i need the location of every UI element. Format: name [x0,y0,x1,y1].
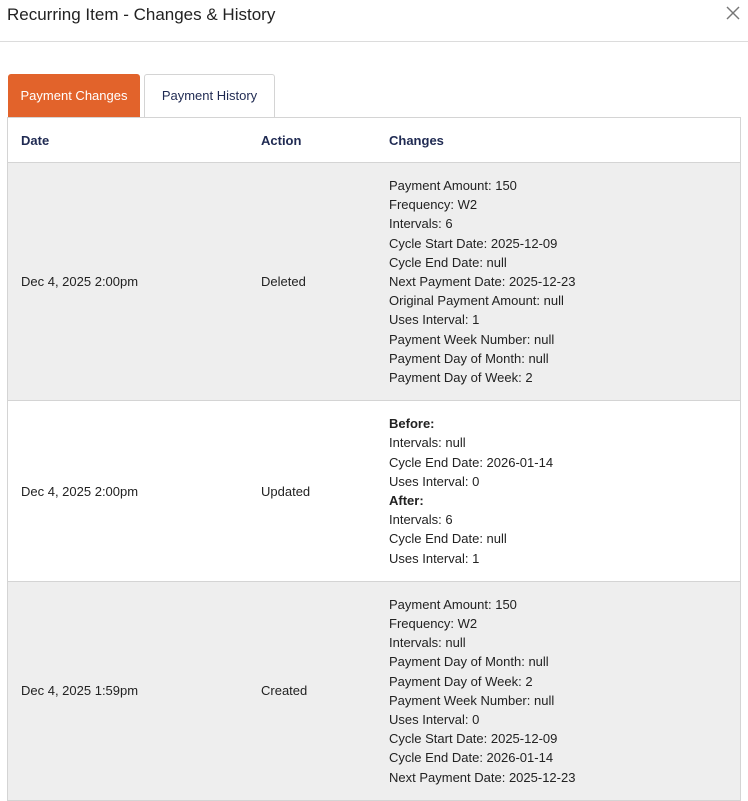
row-date: Dec 4, 2025 1:59pm [8,581,261,800]
column-header-action: Action [261,118,389,163]
table-row [8,401,740,582]
change-line: Uses Interval: 0 [389,473,480,489]
change-line: Payment Week Number: null [389,331,555,347]
change-line: Intervals: 6 [389,512,453,528]
change-line: Payment Day of Month: null [389,654,549,670]
change-line: Payment Day of Week: 2 [389,673,533,689]
change-line: Intervals: 6 [389,216,453,232]
after-label: After: [389,493,424,509]
change-line: Original Payment Amount: null [389,293,564,309]
change-line: Cycle End Date: 2026-01-14 [389,750,554,766]
row-action: Deleted [261,163,389,401]
before-label: Before: [389,416,435,432]
table-row [8,581,740,800]
change-line: Next Payment Date: 2025-12-23 [389,274,576,290]
change-line: Cycle End Date: null [389,531,507,547]
change-line: Payment Day of Week: 2 [389,370,533,386]
table-row [8,163,740,401]
close-button[interactable] [722,2,744,24]
modal-header [0,0,748,42]
change-line: Intervals: null [389,635,466,651]
row-date: Dec 4, 2025 2:00pm [8,163,261,401]
column-header-changes: Changes [389,118,740,163]
change-line: Payment Day of Month: null [389,350,549,366]
tab-payment-changes[interactable]: Payment Changes [8,74,140,117]
tab-payment-history[interactable]: Payment History [144,74,275,117]
change-line: Uses Interval: 0 [389,712,480,728]
change-line: Uses Interval: 1 [389,312,480,328]
change-line: Next Payment Date: 2025-12-23 [389,769,576,785]
row-changes [389,581,740,800]
row-changes [389,163,740,401]
change-line: Cycle End Date: 2026-01-14 [389,454,554,470]
row-date: Dec 4, 2025 2:00pm [8,401,261,582]
change-line: Payment Week Number: null [389,692,555,708]
change-line: Payment Amount: 150 [389,596,517,612]
table-header-row [8,118,740,163]
column-header-date: Date [8,118,261,163]
change-line: Frequency: W2 [389,197,478,213]
changes-table [7,117,741,801]
row-action: Updated [261,401,389,582]
change-line: Intervals: null [389,435,466,451]
change-line: Uses Interval: 1 [389,550,480,566]
close-icon [722,2,744,24]
row-action: Created [261,581,389,800]
modal-title: Recurring Item - Changes & History [7,5,276,24]
change-line: Frequency: W2 [389,616,478,632]
change-line: Payment Amount: 150 [389,178,517,193]
change-line: Cycle Start Date: 2025-12-09 [389,731,558,747]
change-line: Cycle Start Date: 2025-12-09 [389,235,558,251]
row-changes [389,401,740,582]
change-line: Cycle End Date: null [389,254,507,270]
